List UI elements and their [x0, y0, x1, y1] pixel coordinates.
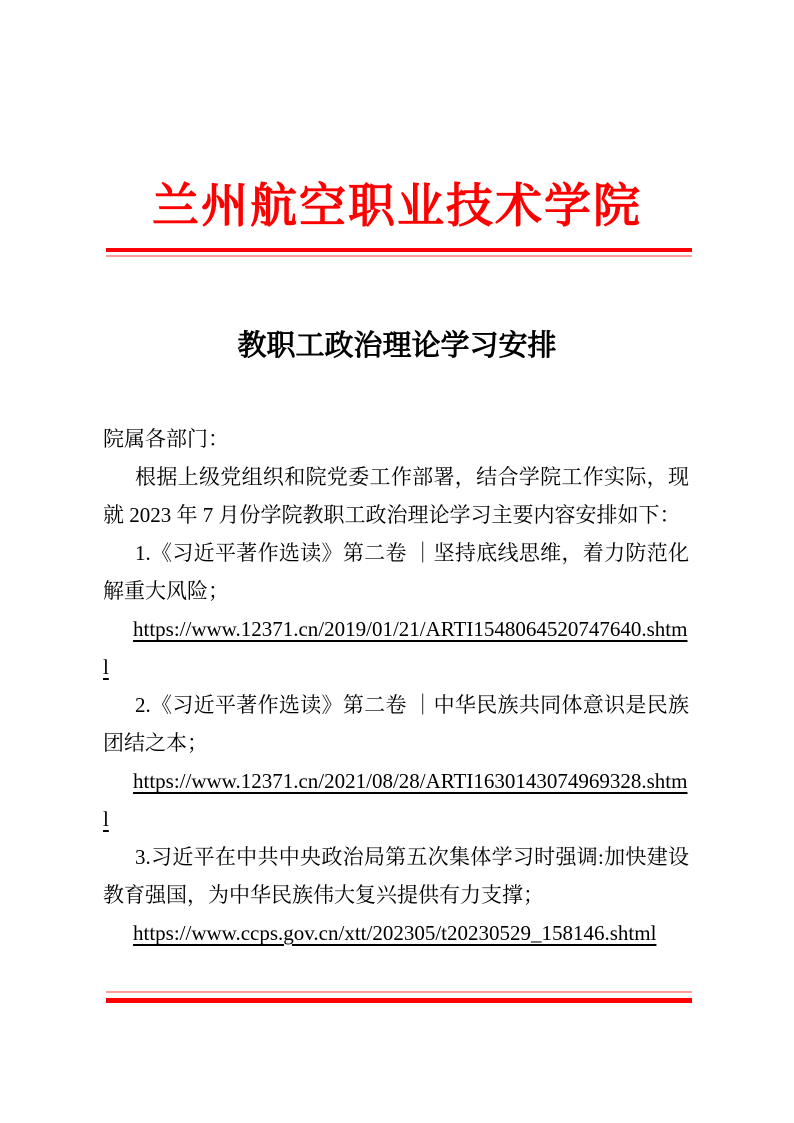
study-item-1: 1.《习近平著作选读》第二卷 ｜坚持底线思维，着力防范化解重大风险； — [103, 541, 689, 603]
document-title: 教职工政治理论学习安排 — [237, 330, 557, 362]
footer-double-rule — [106, 991, 692, 1003]
study-item-2: 2.《习近平著作选读》第二卷 ｜中华民族共同体意识是民族团结之本； — [103, 693, 689, 755]
document-body — [103, 420, 689, 952]
letterhead-double-rule — [106, 248, 692, 257]
study-link-3[interactable]: https://www.ccps.gov.cn/xtt/202305/t20230529_158146.shtml — [133, 921, 657, 945]
study-link-1[interactable]: https://www.12371.cn/2019/01/21/ARTI1548064520747640.shtml — [103, 617, 688, 679]
intro-paragraph: 根据上级党组织和院党委工作部署，结合学院工作实际，现就 2023 年 7 月份学院教职工政治理论学习主要内容安排如下： — [103, 465, 689, 527]
letterhead-title: 兰州航空职业技术学院 — [152, 181, 642, 233]
study-item-3: 3.习近平在中共中央政治局第五次集体学习时强调:加快建设教育强国，为中华民族伟大复兴提供有力支撑； — [103, 845, 689, 907]
study-link-2[interactable]: https://www.12371.cn/2021/08/28/ARTI1630143074969328.shtml — [103, 769, 688, 831]
salutation: 院属各部门： — [103, 427, 229, 451]
